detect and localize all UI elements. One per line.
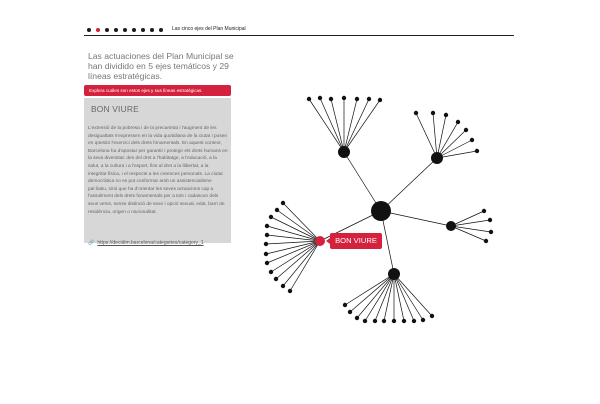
leaf-edge (394, 274, 423, 320)
leaf-edge (375, 274, 394, 321)
strategic-line-node[interactable] (412, 319, 416, 323)
leaf-edge (331, 99, 344, 152)
graph-nodes (264, 96, 493, 323)
strategic-line-node[interactable] (489, 230, 493, 234)
axis-node[interactable] (446, 221, 456, 231)
strategic-line-node[interactable] (265, 224, 269, 228)
strategic-line-node[interactable] (281, 201, 285, 205)
strategic-line-node[interactable] (464, 128, 468, 132)
selected-node-label[interactable]: BON VIURE (330, 233, 382, 249)
strategic-line-node[interactable] (264, 242, 268, 246)
hub-edge (381, 211, 451, 226)
strategic-line-node[interactable] (348, 310, 352, 314)
axis-node-selected[interactable] (315, 236, 325, 246)
leaf-edge (437, 115, 446, 158)
leaf-edge (276, 241, 320, 279)
strategic-line-node[interactable] (488, 218, 492, 222)
strategic-line-node[interactable] (329, 97, 333, 101)
strategic-line-node[interactable] (382, 319, 386, 323)
leaf-edge (365, 274, 394, 321)
strategic-line-node[interactable] (444, 113, 448, 117)
leaf-edge (451, 226, 486, 241)
strategic-line-node[interactable] (367, 97, 371, 101)
leaf-edge (394, 274, 414, 321)
strategic-line-node[interactable] (392, 319, 396, 323)
strategic-line-node[interactable] (355, 97, 359, 101)
strategic-line-node[interactable] (288, 289, 292, 293)
strategic-line-node[interactable] (363, 319, 367, 323)
header-title: Las cinco ejes del Plan Municipal (172, 26, 246, 32)
panel-heading: BON VIURE (91, 104, 139, 114)
leaf-edge (394, 274, 404, 321)
strategic-line-node[interactable] (274, 277, 278, 281)
hub-edge (344, 152, 381, 211)
link-icon: 🔗 (88, 240, 95, 246)
leaf-edge (394, 274, 432, 316)
strategic-line-node[interactable] (275, 208, 279, 212)
strategic-line-node[interactable] (342, 96, 346, 100)
leaf-edge (451, 226, 491, 232)
leaf-edge (357, 274, 394, 318)
axis-node[interactable] (431, 152, 443, 164)
strategic-line-node[interactable] (430, 314, 434, 318)
category-link[interactable]: https://decidim.barcelona/categories/category_1 (97, 240, 204, 246)
leaf-edge (267, 235, 320, 241)
strategic-line-node[interactable] (269, 215, 273, 219)
strategic-line-node[interactable] (414, 111, 418, 115)
strategic-line-node[interactable] (484, 239, 488, 243)
plan-center-node (371, 201, 391, 221)
strategic-line-node[interactable] (373, 319, 377, 323)
panel-body-text: L'extensió de la pobresa i de la precarietat i l'augment de les desigualtats s'expressen en la vida quotidiana de la ciutat i posen en qüestió l'exercici dels drets fonamentals. En aquest context, Barcelona ha d'apostar per garantir i protegir els drets humans en la seva diversitat: des del dret a l'habitatge, a l'educació, a la salut, a la cultura i a l'esport, fins al dret a la llibertat, a la integritat física, i el respecte a les creences personals. La ciutat democràtica no es pot conformar amb un assistencialisme pal·liatiu, sinó que ha d'orientar les seves actuacions cap a l'assoliment dels drets fonamentals per a tots i cadascun dels seus veïns, sense distinció de sexe i opció sexual, edat, barri de residència, origen o nacionalitat. (88, 126, 228, 215)
strategic-line-node[interactable] (281, 284, 285, 288)
strategic-line-node[interactable] (343, 303, 347, 307)
leaf-edge (283, 241, 320, 286)
strategic-line-node[interactable] (269, 270, 273, 274)
intro-text: Las actuaciones del Plan Municipal se han dividido en 5 ejes temáticos y 29 líneas estratégicas. (88, 51, 234, 81)
strategic-line-node[interactable] (421, 318, 425, 322)
explore-axes-button[interactable]: Explora cuáles son estos ejes y sus líneas estratégicas. (84, 85, 231, 96)
leaf-edge (266, 241, 320, 244)
strategic-line-node[interactable] (265, 261, 269, 265)
strategic-line-node[interactable] (355, 316, 359, 320)
strategic-line-node[interactable] (456, 120, 460, 124)
strategic-line-node[interactable] (402, 319, 406, 323)
leaf-edge (320, 98, 344, 152)
strategic-line-node[interactable] (265, 233, 269, 237)
axis-node[interactable] (388, 268, 400, 280)
leaf-edge (290, 241, 320, 291)
axis-node[interactable] (338, 146, 350, 158)
strategic-line-node[interactable] (264, 252, 268, 256)
leaf-edge (344, 99, 357, 152)
strategic-line-node[interactable] (431, 111, 435, 115)
leaf-edge (271, 241, 320, 272)
strategic-line-node[interactable] (307, 97, 311, 101)
strategic-line-node[interactable] (378, 98, 382, 102)
leaf-edge (283, 203, 320, 241)
leaf-edge (344, 99, 369, 152)
hub-edge (381, 158, 437, 211)
leaf-edge (309, 99, 344, 152)
strategic-line-node[interactable] (470, 138, 474, 142)
strategic-line-node[interactable] (482, 209, 486, 213)
leaf-edge (277, 210, 320, 241)
strategic-line-node[interactable] (318, 96, 322, 100)
strategic-line-node[interactable] (475, 149, 479, 153)
leaf-edge (344, 100, 380, 152)
leaf-edge (345, 274, 394, 305)
